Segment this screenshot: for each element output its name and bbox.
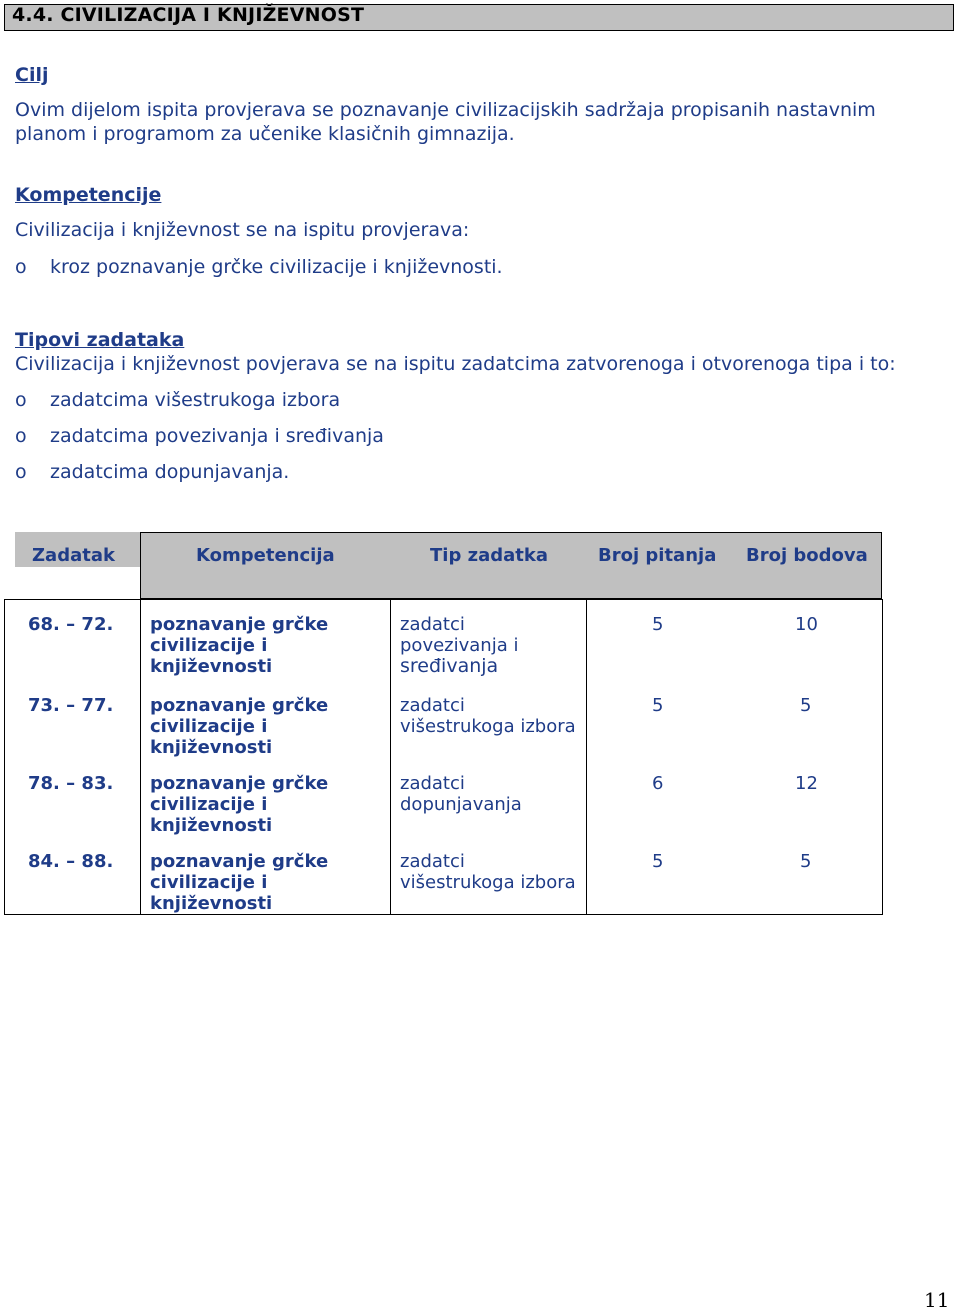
table-row-kompetencija: poznavanje grčke civilizacije i književnosti — [150, 614, 329, 677]
col-header-tip: Tip zadatka — [430, 545, 548, 566]
table-row-bodova: 5 — [800, 695, 812, 716]
col-header-kompetencija: Kompetencija — [196, 545, 335, 566]
col-header-broj-pitanja: Broj pitanja — [598, 545, 717, 566]
bullet-marker: o — [15, 389, 27, 411]
bullet-marker: o — [15, 425, 27, 447]
table-row-tip: zadatci povezivanja i sređivanja — [400, 614, 519, 677]
bullet-marker: o — [15, 256, 27, 278]
table-row-bodova: 5 — [800, 851, 812, 872]
table-row-zadatak: 68. – 72. — [28, 614, 114, 635]
column-divider — [586, 599, 587, 915]
table-row-tip: zadatci dopunjavanja — [400, 773, 522, 815]
table-row-kompetencija: poznavanje grčke civilizacije i književnosti — [150, 695, 329, 758]
cilj-heading: Cilj — [15, 64, 49, 86]
cilj-text-line-1: Ovim dijelom ispita provjerava se poznavanje civilizacijskih sadržaja propisanih nastavnim — [15, 99, 876, 121]
table-row-zadatak: 78. – 83. — [28, 773, 114, 794]
table-row-bodova: 10 — [795, 614, 818, 635]
table-row-pitanja: 5 — [652, 695, 664, 716]
kompetencije-heading: Kompetencije — [15, 184, 162, 206]
tipovi-item: zadatcima povezivanja i sređivanja — [50, 425, 384, 447]
tipovi-item: zadatcima višestrukoga izbora — [50, 389, 341, 411]
col-header-broj-bodova: Broj bodova — [746, 545, 868, 566]
table-row-pitanja: 6 — [652, 773, 664, 794]
column-divider — [140, 599, 141, 915]
kompetencije-intro: Civilizacija i književnost se na ispitu provjerava: — [15, 219, 470, 241]
column-divider — [390, 599, 391, 915]
table-row-pitanja: 5 — [652, 614, 664, 635]
table-row-bodova: 12 — [795, 773, 818, 794]
section-title: 4.4. CIVILIZACIJA I KNJIŽEVNOST — [12, 4, 365, 26]
kompetencije-item: kroz poznavanje grčke civilizacije i književnosti. — [50, 256, 503, 278]
table-row-pitanja: 5 — [652, 851, 664, 872]
table-row-zadatak: 73. – 77. — [28, 695, 114, 716]
page-number: 11 — [924, 1288, 950, 1312]
col-header-zadatak: Zadatak — [32, 545, 115, 566]
table-row-tip: zadatci višestrukoga izbora — [400, 695, 576, 737]
table-row-kompetencija: poznavanje grčke civilizacije i književnosti — [150, 773, 329, 836]
tipovi-heading: Tipovi zadataka — [15, 329, 185, 351]
tipovi-item: zadatcima dopunjavanja. — [50, 461, 290, 483]
table-row-kompetencija: poznavanje grčke civilizacije i književnosti — [150, 851, 329, 914]
bullet-marker: o — [15, 461, 27, 483]
cilj-text-line-2: planom i programom za učenike klasičnih gimnazija. — [15, 123, 515, 145]
table-row-zadatak: 84. – 88. — [28, 851, 114, 872]
tipovi-intro: Civilizacija i književnost povjerava se na ispitu zadatcima zatvorenoga i otvorenoga tipa i to: — [15, 353, 896, 375]
table-row-tip: zadatci višestrukoga izbora — [400, 851, 576, 893]
